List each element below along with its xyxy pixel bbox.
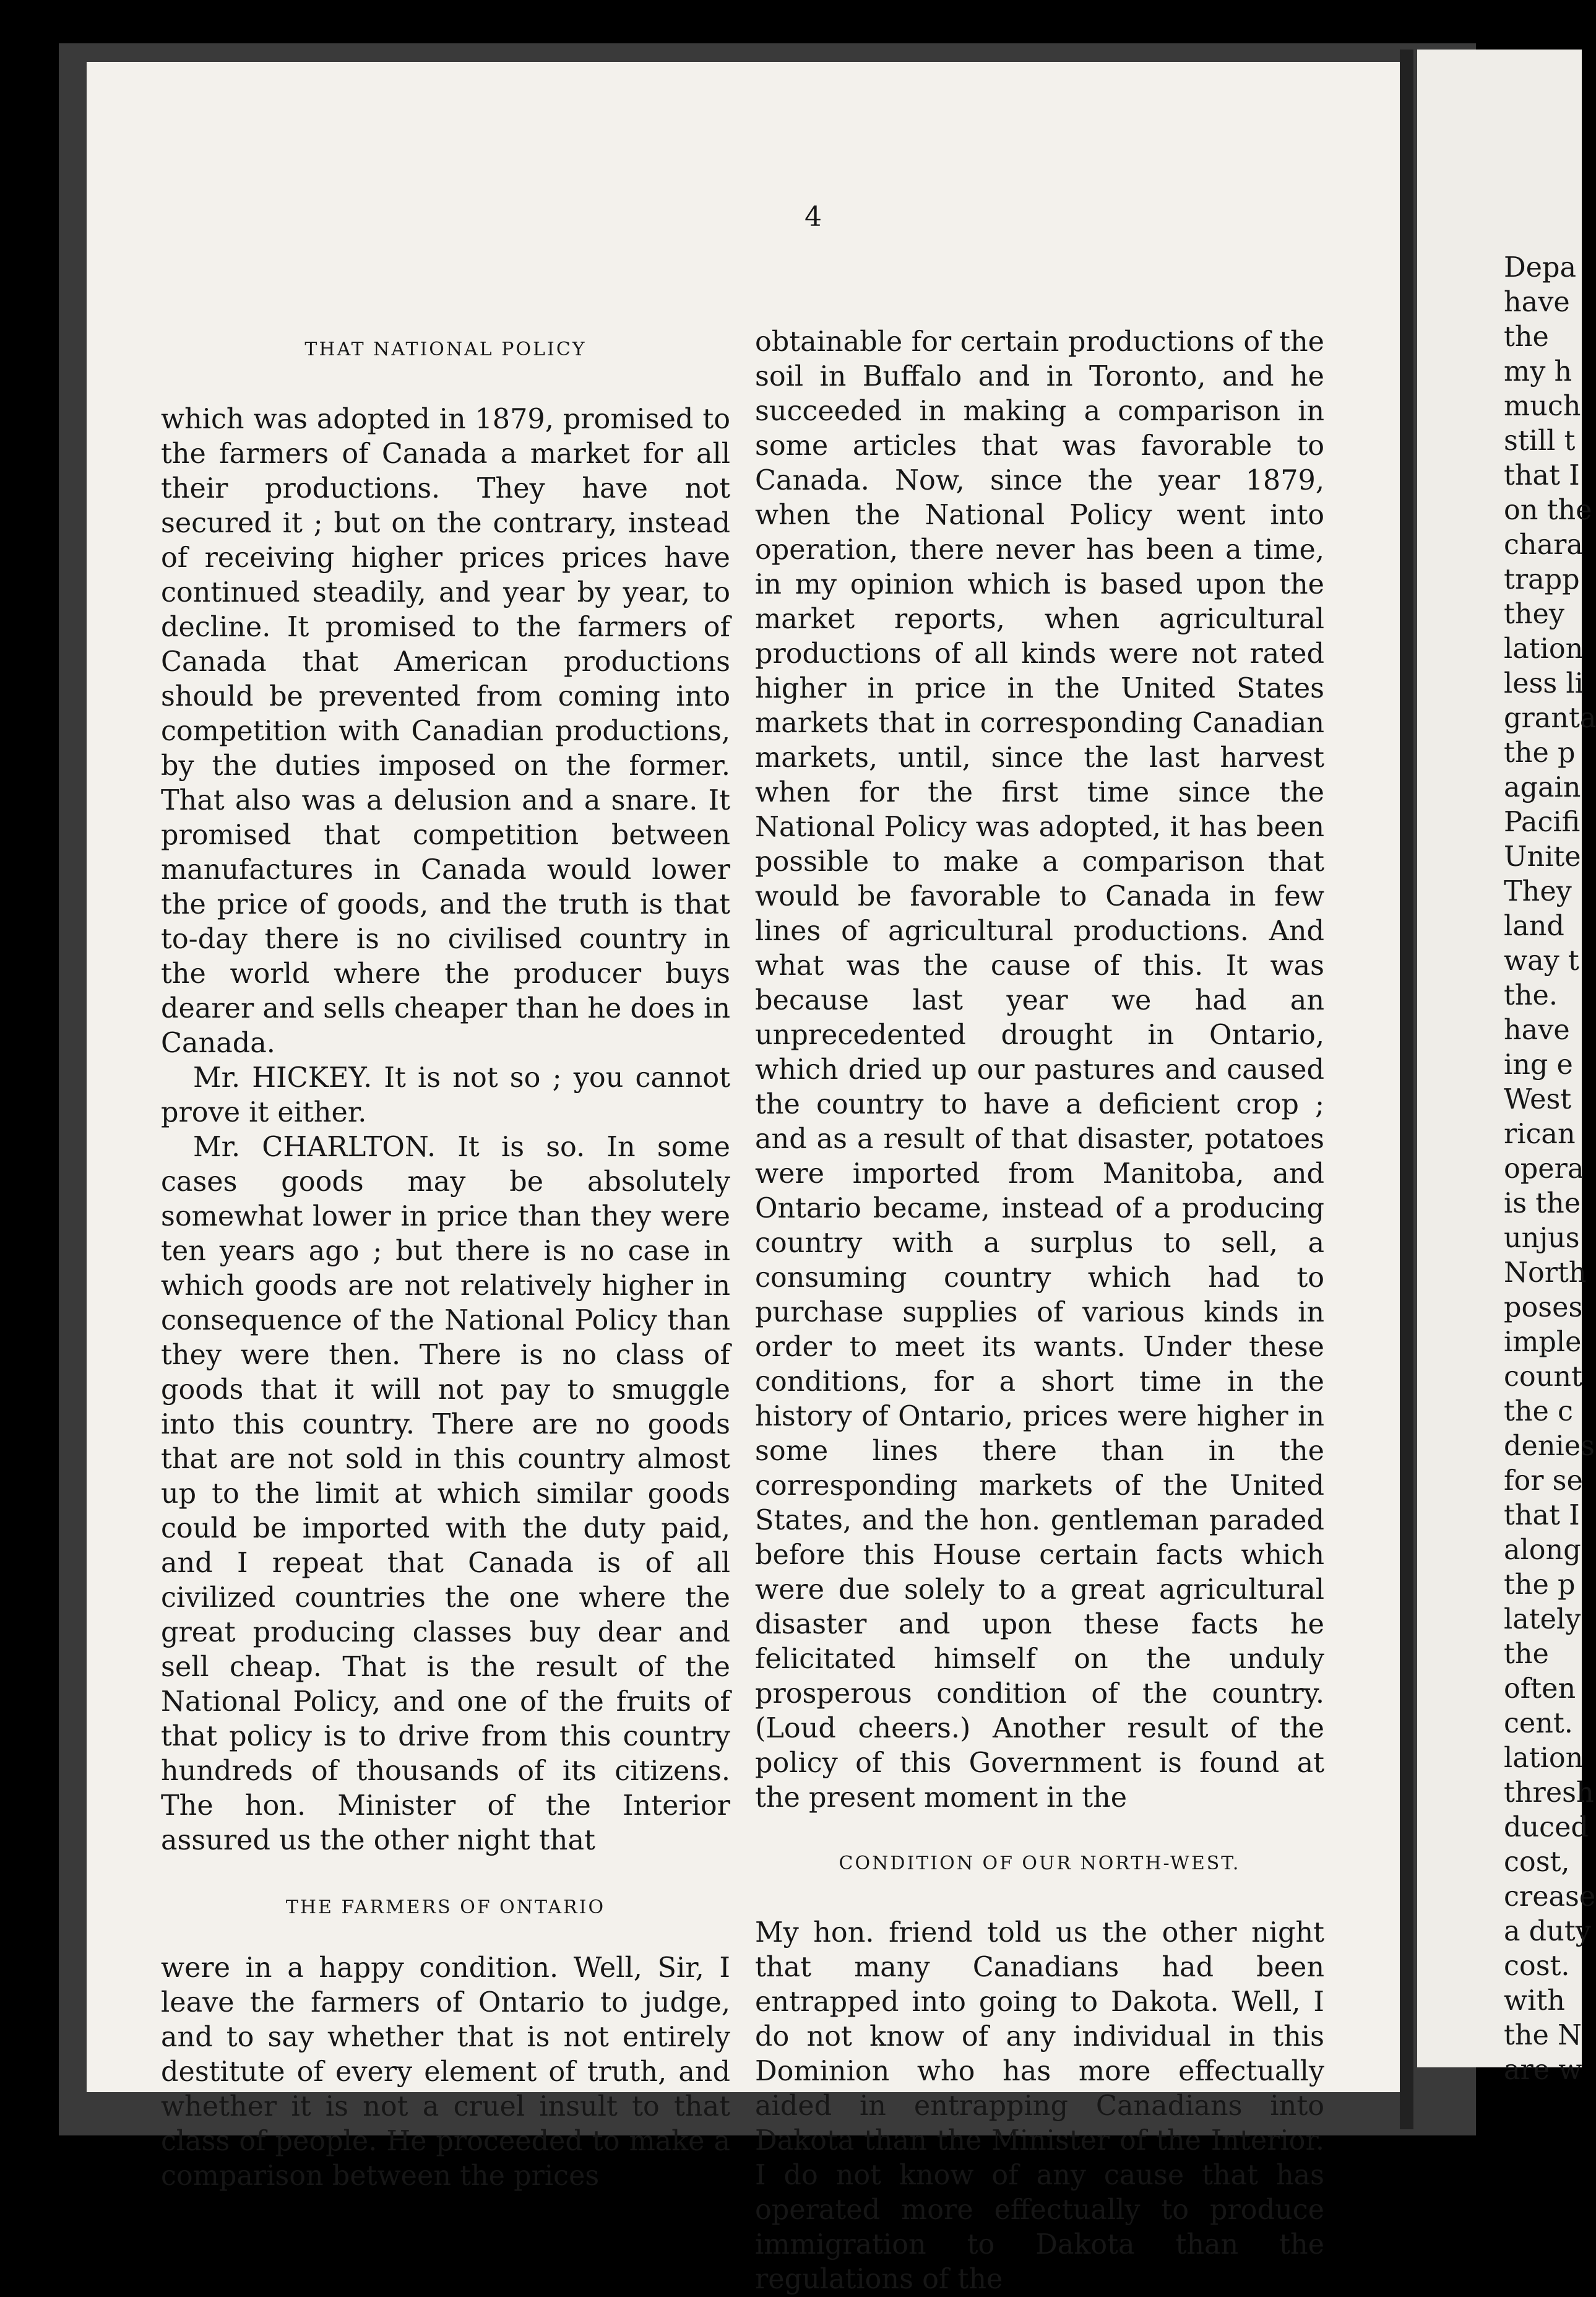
adjacent-page-line: cost,	[1504, 1846, 1570, 1878]
adjacent-page-line: land	[1504, 911, 1564, 942]
adjacent-page-line: the N	[1504, 2020, 1582, 2051]
adjacent-page-line: poses	[1504, 1292, 1583, 1323]
adjacent-page-line: opera	[1504, 1153, 1584, 1185]
adjacent-page-line: Pacifi	[1504, 807, 1581, 838]
adjacent-page-line: the p	[1504, 737, 1576, 769]
adjacent-page-line: lation	[1504, 1742, 1584, 1774]
adjacent-page-line: they	[1504, 599, 1565, 630]
adjacent-page-line: denies	[1504, 1430, 1595, 1462]
adjacent-page-line: is the	[1504, 1188, 1581, 1219]
adjacent-page-line: North	[1504, 1257, 1587, 1289]
adjacent-page-line: lation	[1504, 633, 1584, 665]
paragraph-charlton: Mr. CHARLTON. It is so. In some cases goods may be absolutely somewhat lower in price than they were ten years ago ; but there is no case in which goods are not relatively higher in consequence of the National Policy than they were then. There is no class of goods that it will not pay to smuggle into this country. There are no goods that are not sold in this country almost up to the limit at which similar goods could be imported with the duty paid, and I repeat that Canada is of all civilized countries the one where the great producing classes buy dear and sell cheap. That is the result of the National Policy, and one of the fruits of that policy is to drive from this country hundreds of thousands of its citizens. The hon. Minister of the Interior assured us the other night that	[161, 1131, 730, 1856]
adjacent-page-line: the	[1504, 1638, 1549, 1670]
adjacent-page-line: cost.	[1504, 1950, 1570, 1982]
adjacent-page-line: lately	[1504, 1604, 1581, 1635]
adjacent-page-line: much	[1504, 391, 1581, 422]
adjacent-page-line: that I	[1504, 460, 1580, 491]
adjacent-page-line: often	[1504, 1673, 1576, 1705]
adjacent-page-line: cent.	[1504, 1708, 1573, 1739]
left-column	[161, 402, 730, 2194]
paragraph-hickey: Mr. HICKEY. It is not so ; you cannot prove it either.	[161, 1062, 730, 1128]
adjacent-page-line: again	[1504, 772, 1581, 803]
adjacent-page-line: count	[1504, 1361, 1582, 1393]
adjacent-page-line: thresh	[1504, 1777, 1594, 1809]
adjacent-page-line: unjus	[1504, 1222, 1580, 1254]
adjacent-page-line: imple	[1504, 1326, 1582, 1358]
adjacent-page-line: duced	[1504, 1812, 1589, 1843]
adjacent-page-line: the c	[1504, 1396, 1573, 1427]
book-spine	[1400, 50, 1413, 2129]
adjacent-page-line: Unite	[1504, 841, 1581, 873]
adjacent-page-line: for se	[1504, 1465, 1583, 1497]
adjacent-page-line: rican	[1504, 1118, 1576, 1150]
adjacent-page-line: way t	[1504, 945, 1579, 977]
adjacent-page-fragment	[1417, 50, 1596, 2086]
adjacent-page-column	[1504, 251, 1596, 2088]
adjacent-page-line: a duty	[1504, 1916, 1591, 1947]
adjacent-page-line: along	[1504, 1534, 1581, 1566]
adjacent-page-line: the.	[1504, 980, 1558, 1011]
adjacent-page-line: chara	[1504, 529, 1583, 561]
adjacent-page-line: trapp	[1504, 564, 1580, 595]
section-heading-farmers-of-ontario: THE FARMERS OF ONTARIO	[285, 1897, 606, 1918]
adjacent-page-line: Depa	[1504, 252, 1577, 283]
adjacent-page-line: my h	[1504, 356, 1572, 387]
adjacent-page-line: have	[1504, 1014, 1570, 1046]
adjacent-page-line: ing e	[1504, 1049, 1573, 1081]
paragraph: were in a happy condition. Well, Sir, I leave the farmers of Ontario to judge, and to say whether that is not entirely destitute of every element of truth, and whether it is not a cruel insult to that class of people. He proceeded to make a comparison between the prices	[161, 1952, 730, 2192]
adjacent-page-line: the	[1504, 321, 1549, 353]
adjacent-page-line: crease	[1504, 1881, 1596, 1913]
adjacent-page-line: have	[1504, 287, 1570, 318]
section-heading-national-policy: THAT NATIONAL POLICY	[304, 339, 587, 360]
page-number: 4	[804, 201, 822, 233]
adjacent-page-line: with	[1504, 1985, 1565, 2017]
adjacent-page-line: the p	[1504, 1569, 1576, 1601]
paragraph: obtainable for certain productions of the soil in Buffalo and in Toronto, and he succeeded in making a comparison in some articles that was favorable to Canada. Now, since the year 1879, when the National Policy went into operation, there never has been a time, in my opinion which is based upon the market reports, when agricultural productions of all kinds were not rated higher in price in the United States markets that in corresponding Canadian markets, until, since the last harvest when for the first time since the National Policy was adopted, it has been possible to make a comparison that would be favorable to Canada in few lines of agricultural productions. And what was the cause of this. It was because last year we had an unprecedented drought in Ontario, which dried up our pastures and caused the country to have a deficient crop ; and as a result of that disaster, potatoes were imported from Manitoba, and Ontario became, instead of a producing country with a surplus to sell, a consuming country which had to purchase supplies of various kinds in order to meet its wants. Under these conditions, for a short time in the history of Ontario, prices were higher in some lines there than in the corresponding markets of the United States, and the hon. gentleman paraded before this House certain facts which were due solely to a great agricultural disaster and upon these facts he felicitated himself on the unduly prosperous condition of the country. (Loud cheers.) Another result of the policy of this Government is found at the present moment in the	[755, 326, 1324, 1814]
adjacent-page-line: still t	[1504, 425, 1576, 457]
adjacent-page-line: West	[1504, 1084, 1572, 1115]
adjacent-page-line: granta	[1504, 703, 1596, 734]
right-column	[755, 325, 1324, 2297]
document-page	[87, 62, 1405, 2295]
section-heading-north-west: CONDITION OF OUR NORTH-WEST.	[839, 1853, 1241, 1874]
paragraph: which was adopted in 1879, promised to the farmers of Canada a market for all their productions. They have not secured it ; but on the contrary, instead of receiving higher prices prices have continued steadily, and year by year, to decline. It promised to the farmers of Canada that American productions should be prevented from coming into competition with Canadian productions, by the duties imposed on the former. That also was a delusion and a snare. It promised that competition between manufactures in Canada would lower the price of goods, and the truth is that to-day there is no civilised country in the world where the producer buys dearer and sells cheaper than he does in Canada.	[161, 404, 731, 1059]
paragraph: My hon. friend told us the other night that many Canadians had been entrapped into going to Dakota. Well, I do not know of any individual in this Dominion who has more effectually aided in entrapping Canadians into Dakota than the Minister of the Interior. I do not know of any cause that has operated more effectually to produce immigration to Dakota than the regulations of the	[755, 1917, 1324, 2295]
adjacent-page-line: on the	[1504, 495, 1592, 526]
adjacent-page-line: less li	[1504, 668, 1584, 699]
adjacent-page-line: are w	[1504, 2054, 1582, 2086]
adjacent-page-line: that I	[1504, 1500, 1580, 1531]
adjacent-page-line: They	[1504, 876, 1572, 907]
